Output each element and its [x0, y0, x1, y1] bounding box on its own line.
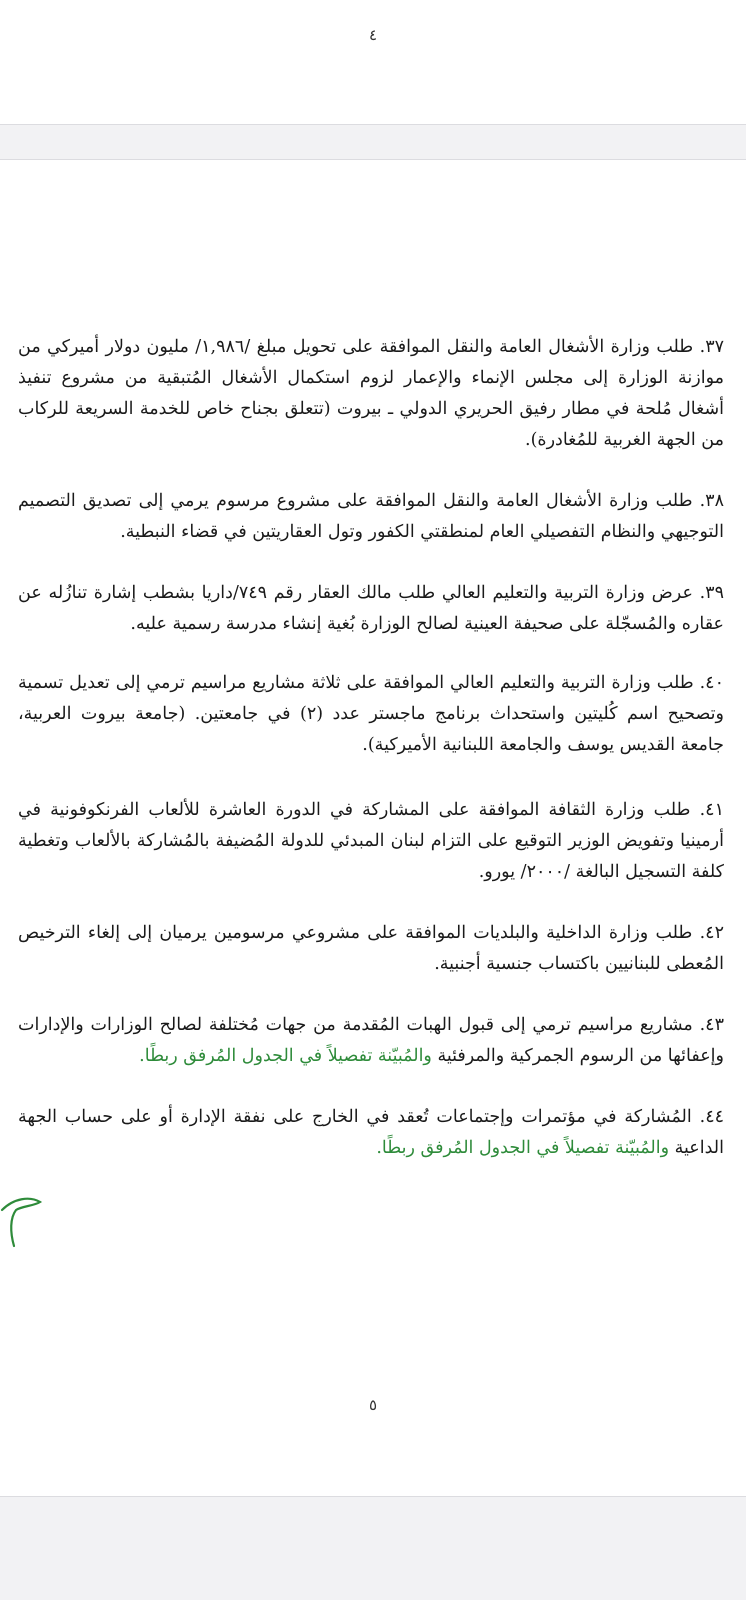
item-number: ٤١.: [699, 800, 724, 820]
item-text: طلب وزارة الأشغال العامة والنقل الموافقة على تحويل مبلغ /١,٩٨٦/ مليون دولار أميركي من موازنة الوزارة إلى مجلس الإنماء والإعمار لزوم استكمال الأشغال المُتبقية من مشروع تنفيذ أشغال مُلحة في مطار رفيق الحريري الدولي ـ بيروت (تتعلق بجناح خاص للخدمة السريعة للركاب من الجهة الغربية للمُغادرة).: [18, 337, 724, 450]
item-text: طلب وزارة التربية والتعليم العالي الموافقة على ثلاثة مشاريع مراسيم ترمي إلى تعديل تسمية وتصحيح اسم كُليتين واستحداث برنامج ماجستر عدد (٢) في جامعتين. (جامعة بيروت العربية، جامعة القديس يوسف والجامعة اللبنانية الأميركية).: [18, 673, 724, 755]
item-number: ٤٣.: [699, 1015, 724, 1035]
item-text: عرض وزارة التربية والتعليم العالي طلب مالك العقار رقم ٧٤٩/داريا بشطب إشارة تنازُله عن عقاره والمُسجّلة على صحيفة العينية لصالح الوزارة بُغية إنشاء مدرسة رسمية عليه.: [18, 583, 724, 634]
agenda-item-39: [18, 578, 724, 640]
handwritten-signature-mark: [0, 1188, 60, 1258]
item-number: ٣٨.: [699, 491, 724, 511]
agenda-item-43: [18, 1010, 724, 1072]
item-green-annotation: والمُبيّنة تفصيلاً في الجدول المُرفق ربطًا.: [139, 1046, 432, 1066]
agenda-item-41: [18, 795, 724, 888]
agenda-item-42: [18, 918, 724, 980]
item-number: ٤٠.: [699, 673, 724, 693]
item-text: المُشاركة في مؤتمرات وإجتماعات تُعقد في الخارج على نفقة الإدارة أو على حساب الجهة الداعية: [18, 1107, 724, 1158]
page-number-bottom: ٥: [368, 1396, 378, 1414]
item-number: ٤٤.: [699, 1107, 724, 1127]
page-separator: [0, 124, 746, 160]
item-number: ٤٢.: [699, 923, 724, 943]
item-green-annotation: والمُبيّنة تفصيلاً في الجدول المُرفق ربطًا.: [376, 1138, 670, 1158]
item-text: طلب وزارة الداخلية والبلديات الموافقة على مشروعي مرسومين يرميان إلى إلغاء الترخيص المُعطى للبنانيين باكتساب جنسية أجنبية.: [18, 923, 724, 974]
item-number: ٣٧.: [699, 337, 724, 357]
agenda-item-38: [18, 486, 724, 548]
item-text: طلب وزارة الثقافة الموافقة على المشاركة في الدورة العاشرة للألعاب الفرنكوفونية في أرمينيا وتفويض الوزير التوقيع على التزام لبنان المبدئي للدولة المُضيفة بالمُشاركة بالألعاب وتغطية كلفة التسجيل البالغة /٢٠٠٠/ يورو.: [18, 800, 724, 882]
item-text: طلب وزارة الأشغال العامة والنقل الموافقة على مشروع مرسوم يرمي إلى تصديق التصميم التوجيهي والنظام التفصيلي العام لمنطقتي الكفور وتول العقاريتين في قضاء النبطية.: [18, 491, 724, 542]
agenda-items-list: [18, 332, 724, 1164]
item-number: ٣٩.: [699, 583, 724, 603]
page-number-top: ٤: [368, 26, 378, 44]
page-separator-bottom: [0, 1496, 746, 1600]
agenda-item-37: [18, 332, 724, 456]
agenda-item-40: [18, 668, 724, 761]
agenda-item-44: [18, 1102, 724, 1164]
item-text: مشاريع مراسيم ترمي إلى قبول الهبات المُقدمة من جهات مُختلفة لصالح الوزارات والإدارات وإعفائها من الرسوم الجمركية والمرفئية: [18, 1015, 724, 1066]
